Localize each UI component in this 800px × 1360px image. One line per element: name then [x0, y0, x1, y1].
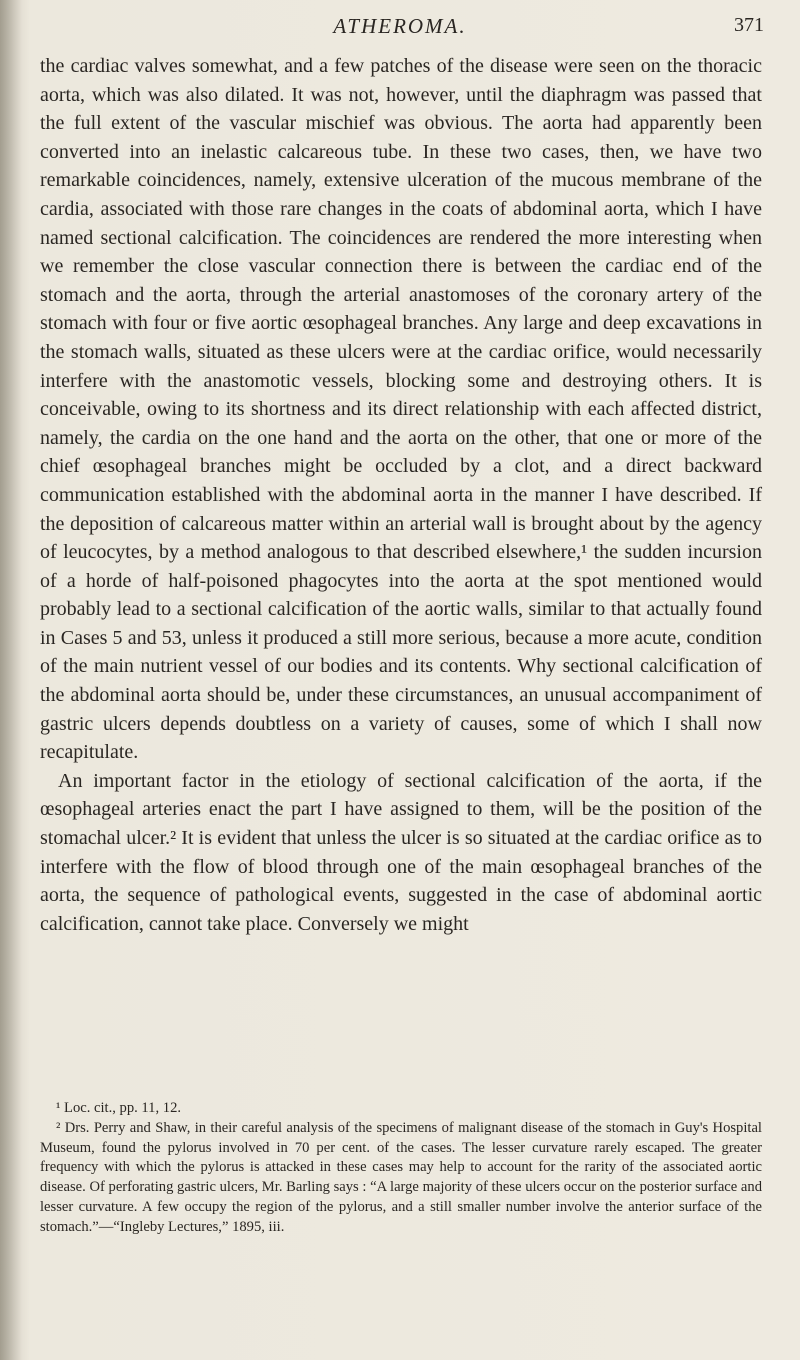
footnote: ² Drs. Perry and Shaw, in their careful analysis of the specimens of malignant disease of the stomach in Guy's Hospital Museum, found the pylorus involved in 70 per cent. of the cases. The lesser curvature rarely escaped. The greater frequency with which the pylorus is attacked in these cases may help to account for the rarity of the associated aortic disease. Of perforating gastric ulcers, Mr. Barling says : “A large majority of these ulcers occur on the posterior surface and lesser curvature. A few occupy the region of the pylorus, and a still smaller number involve the anterior surface of the stomach.”—“Ingleby Lectures,” 1895, iii. — [40, 1119, 762, 1235]
footnote: ¹ Loc. cit., pp. 11, 12. — [56, 1100, 182, 1116]
page-header — [0, 14, 800, 44]
page-gutter-shadow — [0, 0, 22, 1360]
page-number: 371 — [734, 14, 764, 36]
body-text — [40, 52, 762, 938]
paragraph: An important factor in the etiology of sectional calcification of the aorta, if the œsophageal arteries enact the part I have assigned to them, will be the position of the stomachal ulcer.² It is evident that unless the ulcer is so situated at the cardiac orifice as to interfere with the flow of blood through one of the main œsophageal branches of the aorta, the sequence of pathological events, suggested in the case of abdominal aortic calcification, cannot take place. Conversely we might — [40, 769, 762, 935]
paragraph: the cardiac valves somewhat, and a few patches of the disease were seen on the thoracic aorta, which was also dilated. It was not, however, until the diaphragm was passed that the full extent of the vascular mischief was obvious. The aorta had apparently been converted into an inelastic calcareous tube. In these two cases, then, we have two remarkable coincidences, namely, extensive ulceration of the mucous membrane of the cardia, associated with those rare changes in the coats of abdominal aorta, which I have named sectional calcification. The coincidences are rendered the more interesting when we remember the close vascular connection there is between the cardiac end of the stomach and the aorta, through the arterial anastomoses of the coronary artery of the stomach with four or five aortic œsophageal branches. Any large and deep excavations in the stomach walls, situated as these ulcers were at the cardiac orifice, would necessarily interfere with the anastomotic vessels, blocking some and destroying others. It is conceivable, owing to its shortness and its direct relationship with each affected district, namely, the cardia on the one hand and the aorta on the other, that one or more of the chief œsophageal branches might be occluded by a clot, and a direct backward communication established with the abdominal aorta in the manner I have described. If the deposition of calcareous matter within an arterial wall is brought about by the agency of leucocytes, by a method analogous to that described elsewhere,¹ the sudden incursion of a horde of half-poisoned phagocytes into the aorta at the spot mentioned would probably lead to a sectional calcification of the aortic walls, similar to that actually found in Cases 5 and 53, unless it produced a still more serious, because a more acute, condition of the main nutrient vessel of our bodies and its contents. Why sectional calcification of the abdominal aorta should be, under these circumstances, an unusual accompaniment of gastric ulcers depends doubtless on a variety of causes, some of which I shall now recapitulate. — [40, 55, 762, 764]
running-title: ATHEROMA. — [333, 14, 467, 38]
footnotes — [40, 1099, 762, 1238]
